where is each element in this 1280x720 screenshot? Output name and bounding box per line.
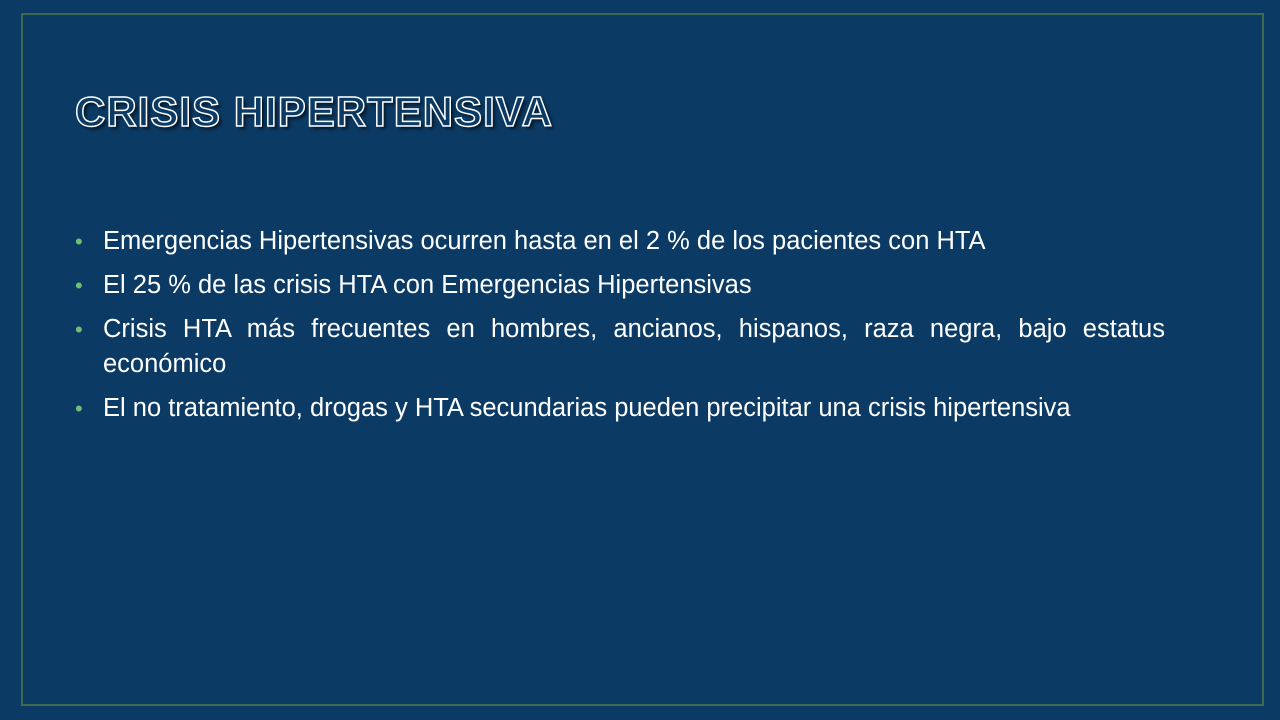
bullet-item	[75, 312, 1165, 382]
bullet-text: Crisis HTA más frecuentes en hombres, ancianos, hispanos, raza negra, bajo estatus económico	[103, 315, 1165, 378]
bullet-icon: •	[75, 396, 83, 421]
slide-title: CRISIS HIPERTENSIVA	[75, 88, 553, 135]
bullet-icon: •	[75, 229, 83, 254]
bullet-item	[75, 391, 1165, 426]
bullet-text: El no tratamiento, drogas y HTA secundarias pueden precipitar una crisis hipertensiva	[103, 394, 1071, 422]
bullet-icon: •	[75, 273, 83, 298]
bullet-text: El 25 % de las crisis HTA con Emergencias Hipertensivas	[103, 271, 752, 299]
bullet-list	[75, 224, 1165, 435]
bullet-item	[75, 268, 1165, 303]
bullet-text: Emergencias Hipertensivas ocurren hasta en el 2 % de los pacientes con HTA	[103, 227, 986, 255]
bullet-icon: •	[75, 317, 83, 342]
bullet-item	[75, 224, 1165, 259]
